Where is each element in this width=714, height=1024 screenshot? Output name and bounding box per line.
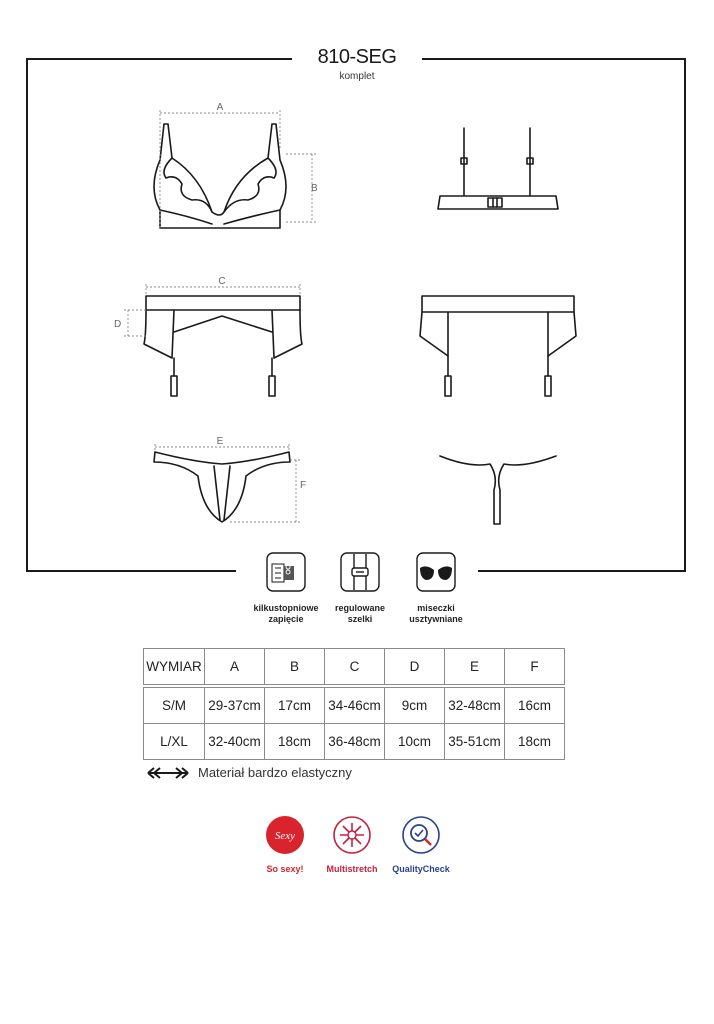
table-cell: 29-37cm	[205, 688, 265, 724]
adjustable-strap-icon	[340, 552, 380, 592]
material-note-text: Materiał bardzo elastyczny	[198, 765, 352, 780]
table-cell: 9cm	[385, 688, 445, 724]
dim-label-e: E	[216, 436, 224, 447]
quality-check-icon	[401, 815, 441, 855]
multistretch-icon	[332, 815, 372, 855]
table-cell: S/M	[144, 688, 205, 724]
sexy-badge-text: Sexy	[274, 830, 296, 842]
sexy-badge-icon	[265, 815, 305, 855]
garter-back-drawing	[420, 296, 576, 396]
table-cell: L/XL	[144, 724, 205, 760]
table-header-cell: D	[385, 649, 445, 685]
badge-label-quality: QualityCheck	[392, 864, 450, 874]
feature-cups	[388, 552, 484, 625]
table-cell: 18cm	[265, 724, 325, 760]
dim-label-d: D	[114, 319, 122, 330]
product-type: komplet	[339, 71, 375, 82]
badge-multistretch	[317, 815, 387, 874]
padded-cups-icon	[416, 552, 456, 592]
dim-label-b: B	[311, 183, 318, 194]
badge-label-multistretch: Multistretch	[326, 864, 378, 874]
material-note	[146, 765, 352, 780]
table-header-cell: F	[505, 649, 565, 685]
hook-eye-clasp-icon	[266, 552, 306, 592]
feature-label-clasp: kilkustopniowe zapięcie	[253, 603, 319, 624]
table-cell: 17cm	[265, 688, 325, 724]
feature-label-cups: miseczki usztywniane	[409, 603, 463, 624]
table-cell: 36-48cm	[325, 724, 385, 760]
table-header-cell: A	[205, 649, 265, 685]
table-row	[144, 688, 565, 724]
dim-label-c: C	[218, 276, 226, 287]
table-header-cell: WYMIAR	[144, 649, 205, 685]
table-header-cell: E	[445, 649, 505, 685]
badge-sexy	[250, 815, 320, 874]
thong-back-drawing	[440, 456, 556, 524]
table-cell: 18cm	[505, 724, 565, 760]
table-cell: 10cm	[385, 724, 445, 760]
table-header-row	[144, 649, 565, 685]
table-row	[144, 724, 565, 760]
feature-label-straps: regulowane szelki	[334, 603, 385, 624]
table-header-cell: B	[265, 649, 325, 685]
thong-front-drawing	[154, 452, 290, 522]
bra-front-drawing	[154, 124, 286, 228]
table-cell: 35-51cm	[445, 724, 505, 760]
size-table	[143, 648, 565, 760]
dim-label-a: A	[216, 102, 224, 113]
bra-back-drawing	[438, 128, 558, 209]
table-cell: 32-48cm	[445, 688, 505, 724]
table-header-cell: C	[325, 649, 385, 685]
table-cell: 34-46cm	[325, 688, 385, 724]
garter-front-drawing	[144, 296, 302, 396]
table-cell: 16cm	[505, 688, 565, 724]
product-code: 810-SEG	[317, 46, 397, 68]
stretch-arrows-icon	[146, 766, 190, 780]
dim-label-f: F	[300, 480, 307, 491]
badge-label-sexy: So sexy!	[266, 864, 304, 874]
badge-quality	[386, 815, 456, 874]
table-cell: 32-40cm	[205, 724, 265, 760]
